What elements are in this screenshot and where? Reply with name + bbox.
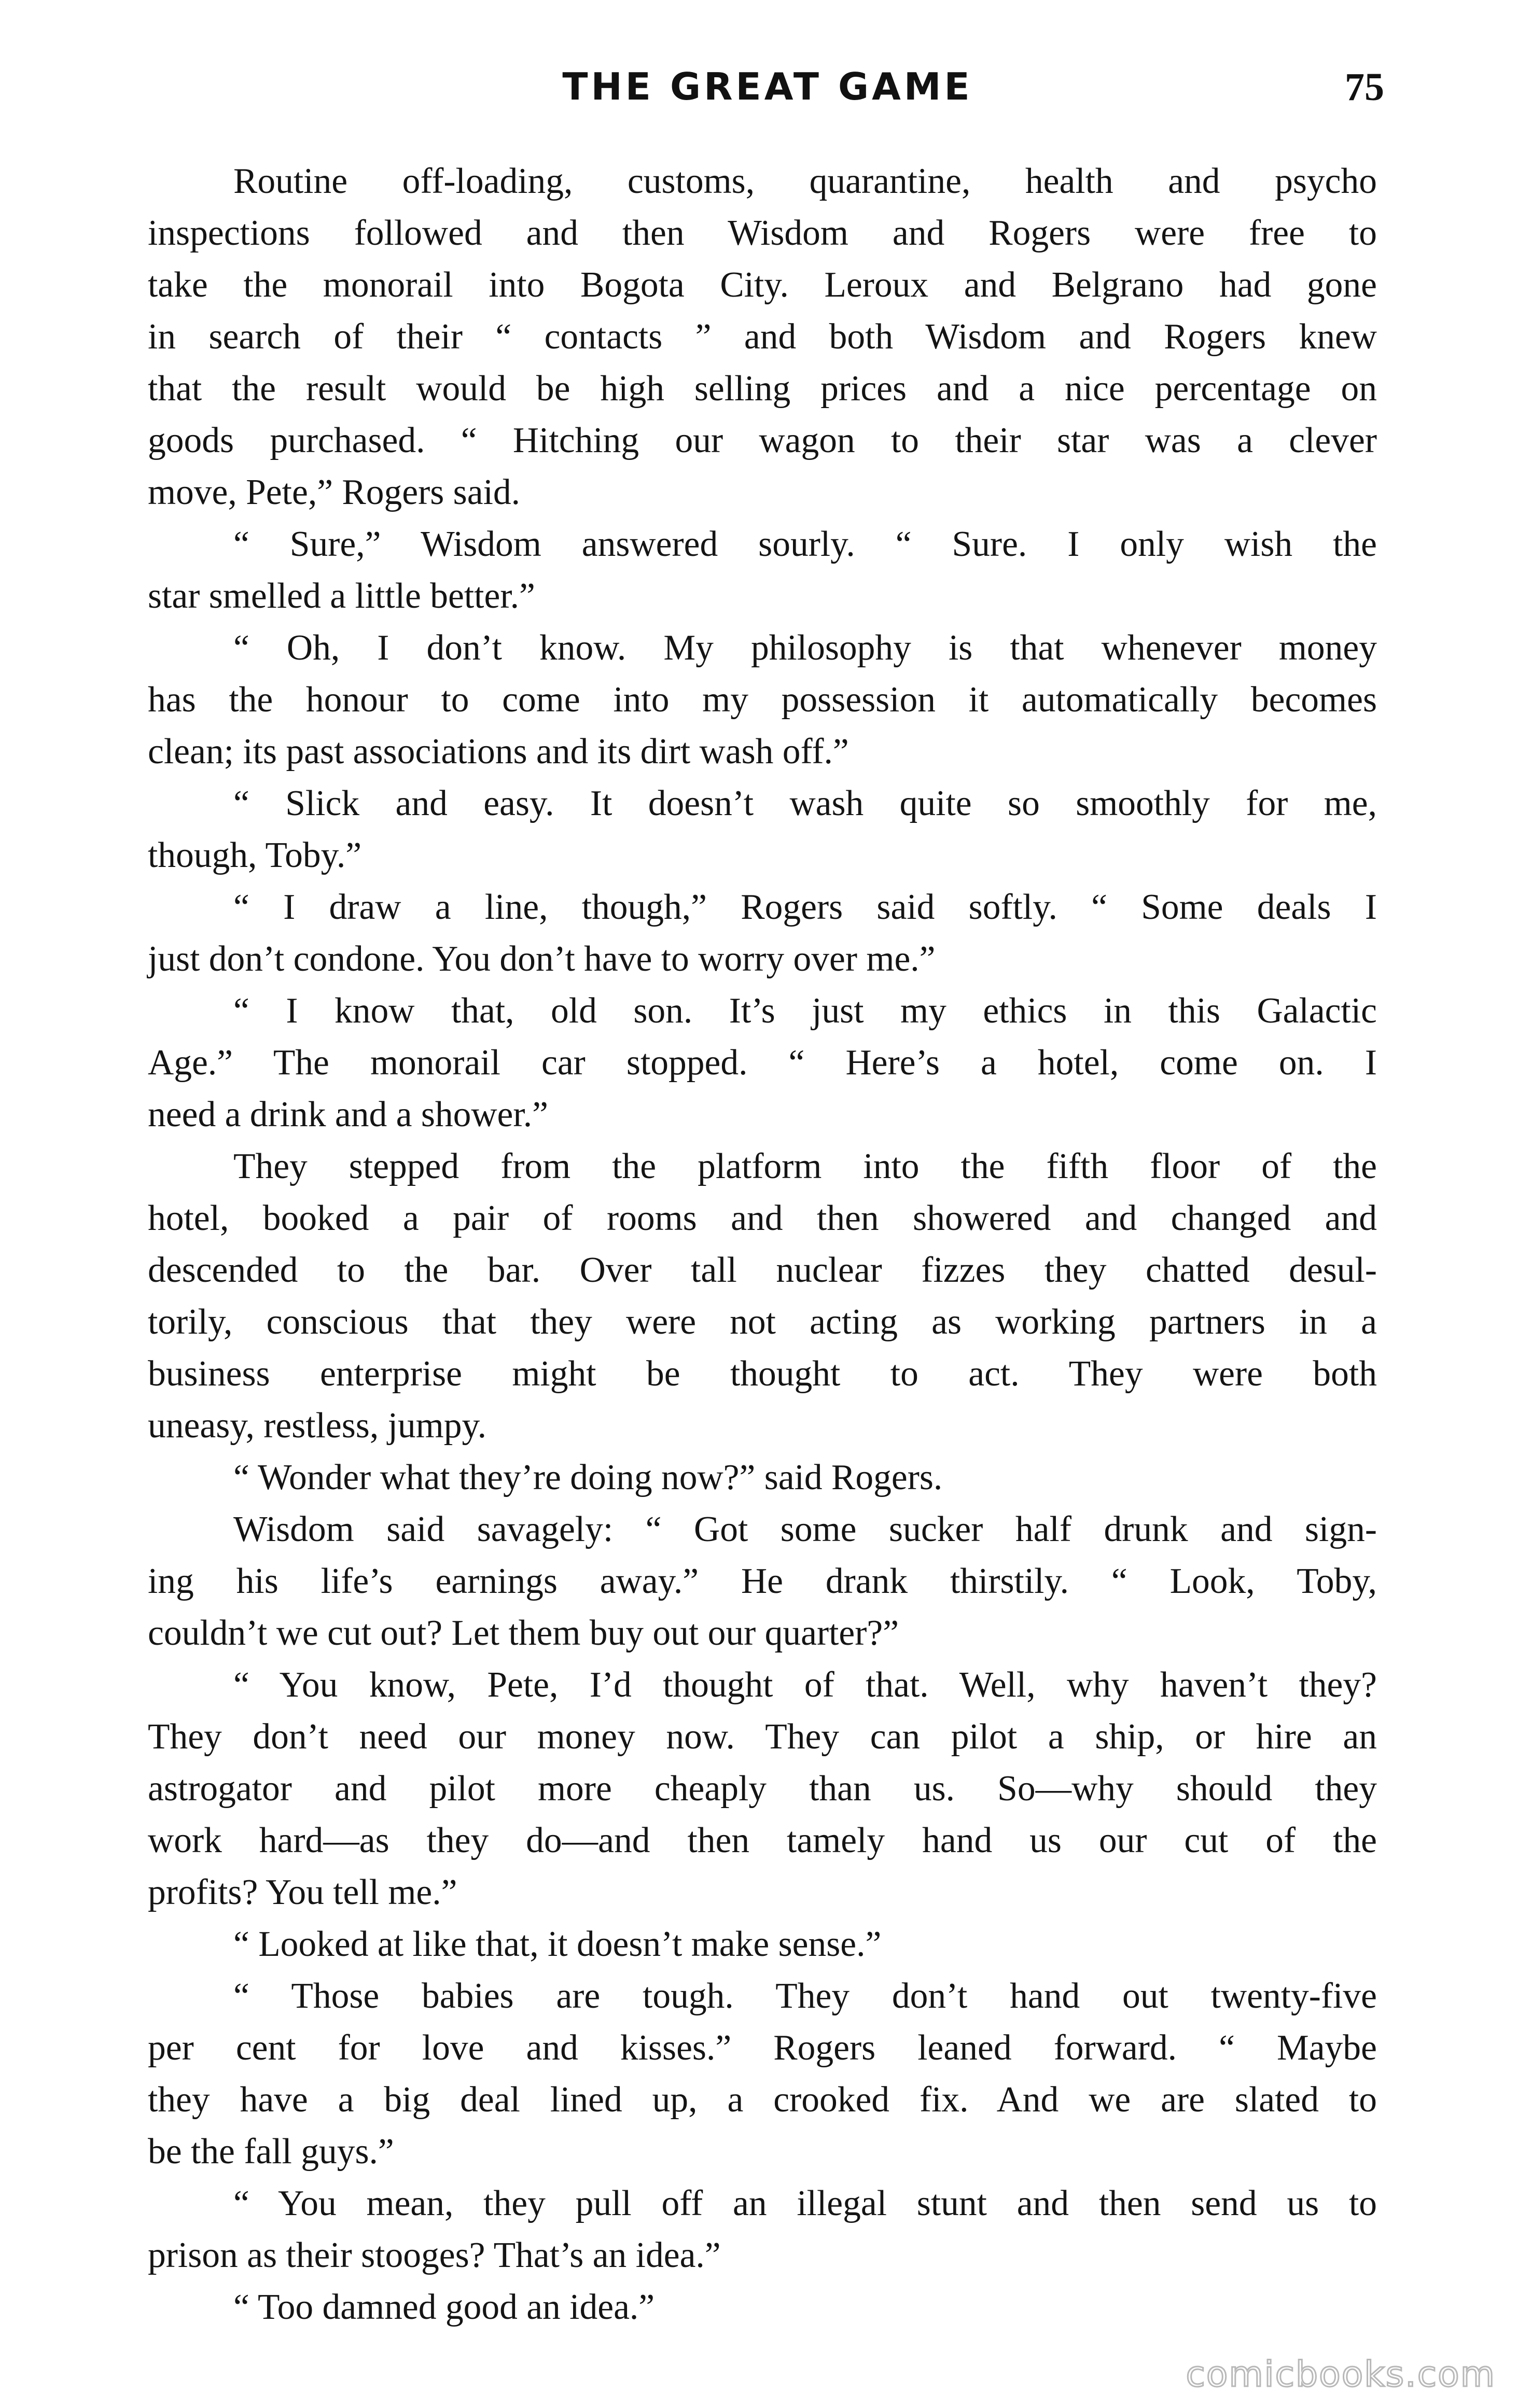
text-line: just don’t condone. You don’t have to worry over me.” — [148, 939, 936, 979]
body-text — [148, 156, 1377, 2333]
text-line: “ I know that, old son. It’s just my ethics in this Galactic — [233, 991, 1377, 1031]
text-line: they have a big deal lined up, a crooked fix. And we are slated to — [148, 2080, 1377, 2120]
text-line: “ Slick and easy. It doesn’t wash quite so smoothly for me, — [233, 783, 1377, 823]
text-line: clean; its past associations and its dirt wash off.” — [148, 732, 849, 772]
text-line: torily, conscious that they were not acting as working partners in a — [148, 1302, 1377, 1342]
text-line: has the honour to come into my possession it automatically becomes — [148, 680, 1377, 720]
text-line: They stepped from the platform into the fifth floor of the — [233, 1146, 1377, 1186]
text-line: “ You mean, they pull off an illegal stunt and then send us to — [233, 2183, 1377, 2223]
text-line: that the result would be high selling prices and a nice percentage on — [148, 369, 1377, 409]
watermark: comicbooks.com — [1186, 2354, 1496, 2395]
text-line: need a drink and a shower.” — [148, 1095, 548, 1135]
text-line: though, Toby.” — [148, 835, 362, 875]
text-line: star smelled a little better.” — [148, 576, 535, 616]
text-line: profits? You tell me.” — [148, 1872, 457, 1912]
text-line: inspections followed and then Wisdom and Rogers were free to — [148, 213, 1377, 253]
text-line: ing his life’s earnings away.” He drank thirstily. “ Look, Toby, — [148, 1561, 1377, 1601]
text-line: “ Looked at like that, it doesn’t make sense.” — [233, 1924, 882, 1964]
text-line: per cent for love and kisses.” Rogers leaned forward. “ Maybe — [148, 2028, 1377, 2068]
text-line: descended to the bar. Over tall nuclear fizzes they chatted desul- — [148, 1250, 1377, 1290]
text-line: Routine off-loading, customs, quarantine, health and psycho — [233, 161, 1377, 201]
text-line: prison as their stooges? That’s an idea.” — [148, 2235, 721, 2275]
text-line: Age.” The monorail car stopped. “ Here’s a hotel, come on. I — [148, 1043, 1377, 1083]
text-line: They don’t need our money now. They can pilot a ship, or hire an — [148, 1717, 1377, 1757]
text-line: “ Oh, I don’t know. My philosophy is that whenever money — [233, 628, 1377, 668]
text-line: in search of their “ contacts ” and both Wisdom and Rogers knew — [148, 317, 1377, 357]
text-line: take the monorail into Bogota City. Leroux and Belgrano had gone — [148, 265, 1377, 305]
text-line: “ Wonder what they’re doing now?” said Rogers. — [233, 1458, 943, 1497]
text-line: “ You know, Pete, I’d thought of that. Well, why haven’t they? — [233, 1665, 1377, 1705]
text-line: hotel, booked a pair of rooms and then showered and changed and — [148, 1198, 1377, 1238]
text-line: move, Pete,” Rogers said. — [148, 472, 521, 512]
text-line: “ I draw a line, though,” Rogers said softly. “ Some deals I — [233, 887, 1377, 927]
page-number: 75 — [1345, 65, 1384, 109]
text-line: work hard—as they do—and then tamely hand us our cut of the — [148, 1821, 1377, 1860]
text-line: uneasy, restless, jumpy. — [148, 1406, 487, 1446]
running-head-title: THE GREAT GAME — [562, 65, 973, 108]
text-line: business enterprise might be thought to act. They were both — [148, 1354, 1377, 1394]
text-line: couldn’t we cut out? Let them buy out our quarter?” — [148, 1613, 899, 1653]
text-line: be the fall guys.” — [148, 2132, 394, 2172]
text-line: Wisdom said savagely: “ Got some sucker half drunk and sign- — [233, 1509, 1377, 1549]
text-line: goods purchased. “ Hitching our wagon to their star was a clever — [148, 421, 1377, 460]
text-line: “ Too damned good an idea.” — [233, 2287, 655, 2327]
text-line: “ Those babies are tough. They don’t hand out twenty-five — [233, 1976, 1377, 2016]
text-line: astrogator and pilot more cheaply than us. So—why should they — [148, 1769, 1377, 1809]
text-line: “ Sure,” Wisdom answered sourly. “ Sure. I only wish the — [233, 524, 1377, 564]
